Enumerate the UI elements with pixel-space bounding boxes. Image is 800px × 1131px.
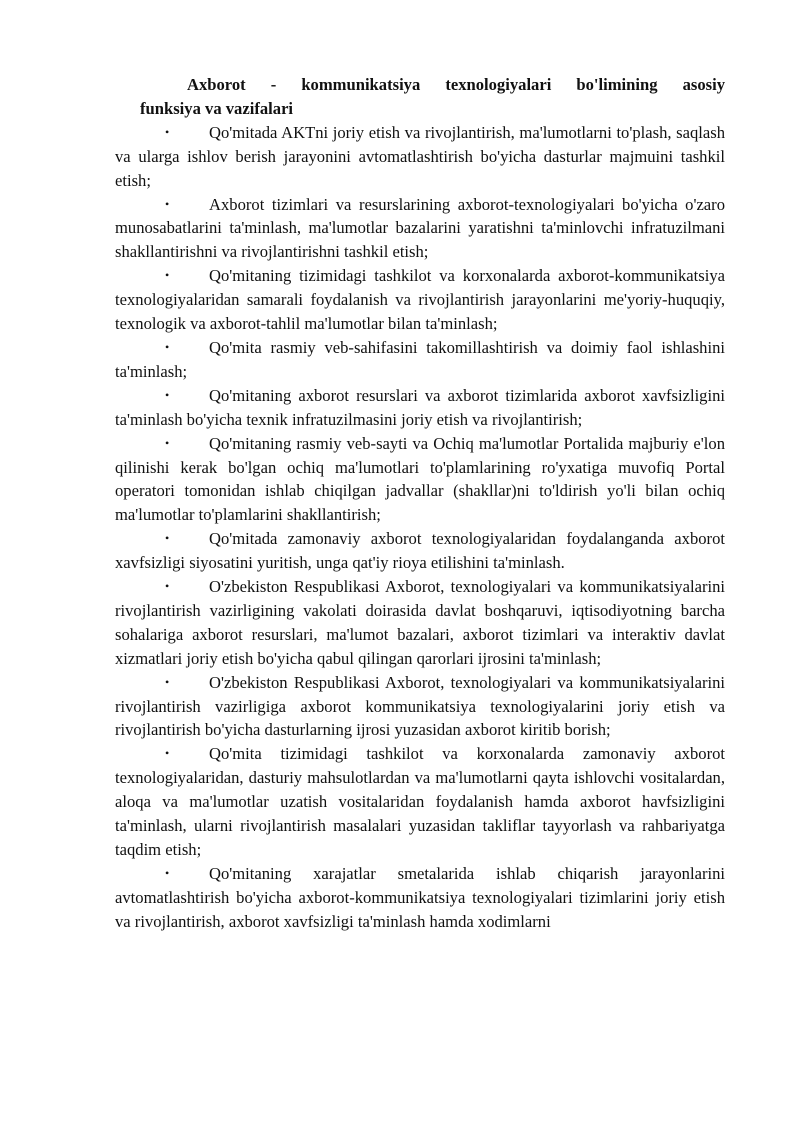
list-item	[115, 527, 725, 575]
list-item-text: Qo'mita tizimidagi tashkilot va korxonalarda zamonaviy axborot texnologiyalaridan, dasturiy mahsulotlardan va ma'lumotlarni qayta ishlovchi vositalardan, aloqa va ma'lumotlar uzatish vositalaridan foydalanish hamda axborot havfsizligini ta'minlash, ularni rivojlantirish masalalari yuzasidan takliflar tayyorlash va rahbariyatga taqdim etish;	[115, 744, 725, 859]
bullet-icon: •	[165, 268, 170, 283]
list-item	[115, 671, 725, 743]
list-item	[115, 862, 725, 934]
list-item	[115, 264, 725, 336]
list-item	[115, 575, 725, 671]
bullet-icon: •	[165, 674, 170, 689]
bullet-icon: •	[165, 531, 170, 546]
list-item-text: Qo'mitaning xarajatlar smetalarida ishlab chiqarish jarayonlarini avtomatlashtirish bo'yicha axborot-kommunikatsiya texnologiyalari tizimlarini joriy etish va rivojlantirish, axborot xavfsizligi ta'minlash hamda xodimlarni	[115, 863, 725, 931]
list-item-text: Qo'mitaning tizimidagi tashkilot va korxonalarda axborot-kommunikatsiya texnologiyalaridan samarali foydalanish va rivojlantirish jarayonlarini me'yoriy-huquqiy, texnologik va axborot-tahlil ma'lumotlar bilan ta'minlash;	[115, 266, 725, 334]
bullet-icon: •	[165, 746, 170, 761]
list-item-text: Qo'mitaning axborot resurslari va axborot tizimlarida axborot xavfsizligini ta'minlash bo'yicha texnik infratuzilmasini joriy etish va rivojlantirish;	[115, 385, 725, 429]
bullet-icon: •	[165, 435, 170, 450]
section-heading-line1: Axborot - kommunikatsiya texnologiyalari bo'limining asosiy	[187, 75, 725, 94]
bullet-icon: •	[165, 387, 170, 402]
list-item	[115, 432, 725, 528]
list-item	[115, 193, 725, 265]
list-item-text: O'zbekiston Respublikasi Axborot, texnologiyalari va kommunikatsiyalarini rivojlantirish vazirligiga axborot kommunikatsiya texnologiyalarini joriy etish va rivojlantirish bo'yicha dasturlarning ijrosi yuzasidan axborot kiritib borish;	[115, 672, 725, 740]
list-item-text: O'zbekiston Respublikasi Axborot, texnologiyalari va kommunikatsiyalarini rivojlantirish vazirligining vakolati doirasida davlat boshqaruvi, iqtisodiyotning barcha sohalariga axborot resurslari, ma'lumot bazalari, axborot tizimlari va interaktiv davlat xizmatlari joriy etish bo'yicha qabul qilingan qarorlari ijrosini ta'minlash;	[115, 577, 725, 668]
bullet-icon: •	[165, 865, 170, 880]
section-heading	[115, 73, 725, 121]
list-item	[115, 742, 725, 862]
bullet-icon: •	[165, 579, 170, 594]
list-item-text: Qo'mitaning rasmiy veb-sayti va Ochiq ma'lumotlar Portalida majburiy e'lon qilinishi kerak bo'lgan ochiq ma'lumotlari to'plamlarining ro'yxatiga muvofiq Portal operatori tomonidan ishlab chiqilgan jadvallar (shakllar)ni to'ldirish yo'li bilan ochiq ma'lumotlar to'plamlarini shakllantirish;	[115, 433, 725, 525]
list-item	[115, 121, 725, 193]
list-item-text: Qo'mitada zamonaviy axborot texnologiyalaridan foydalanganda axborot xavfsizligi siyosatini yuritish, unga qat'iy rioya etilishini ta'minlash.	[115, 529, 725, 573]
document-page	[115, 73, 725, 934]
section-heading-line2: funksiya va vazifalari	[140, 98, 294, 118]
list-item	[115, 384, 725, 432]
duties-list	[115, 121, 725, 934]
list-item	[115, 336, 725, 384]
list-item-text: Axborot tizimlari va resurslarining axborot-texnologiyalari bo'yicha o'zaro munosabatlarini ta'minlash, ma'lumotlar bazalarini yaratishni ta'minlovchi infratuzilmani shakllantirishni va rivojlantirishni tashkil etish;	[115, 194, 725, 262]
bullet-icon: •	[165, 124, 170, 139]
bullet-icon: •	[165, 339, 170, 354]
list-item-text: Qo'mitada AKTni joriy etish va rivojlantirish, ma'lumotlarni to'plash, saqlash va ularga ishlov berish jarayonini avtomatlashtirish bo'yicha dasturlar majmuini tashkil etish;	[115, 122, 725, 190]
list-item-text: Qo'mita rasmiy veb-sahifasini takomillashtirish va doimiy faol ishlashini ta'minlash;	[115, 337, 725, 381]
bullet-icon: •	[165, 196, 170, 211]
